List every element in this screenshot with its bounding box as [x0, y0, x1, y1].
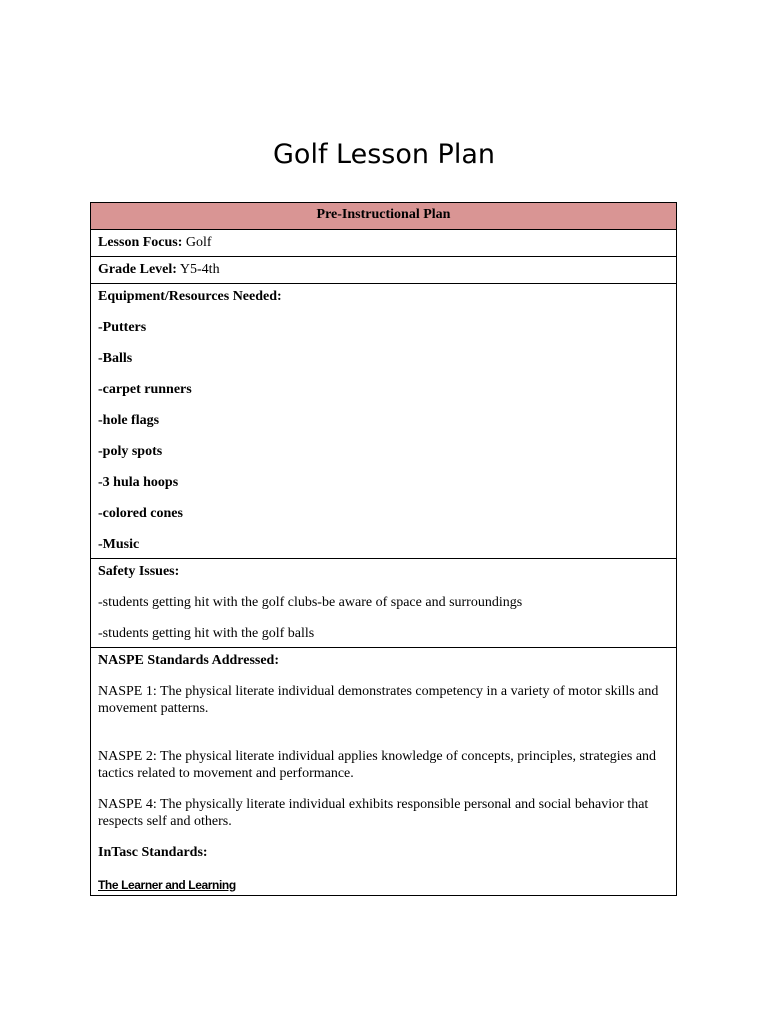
grade-level-cell [91, 257, 677, 284]
lesson-focus-value: Golf [182, 235, 212, 250]
table-header: Pre-Instructional Plan [91, 203, 677, 230]
lesson-focus-label: Lesson Focus: [98, 235, 183, 250]
safety-row [91, 559, 677, 648]
equipment-label: Equipment/Resources Needed: [98, 289, 282, 304]
grade-level-row [91, 257, 677, 284]
pre-instructional-plan-table [90, 202, 677, 896]
equipment-row [91, 284, 677, 559]
intasc-subheading: The Learner and Learning [98, 878, 236, 892]
list-item: -students getting hit with the golf clubs-be aware of space and surroundings [98, 595, 523, 610]
list-item: -3 hula hoops [98, 475, 179, 490]
naspe-standard-1: NASPE 1: The physical literate individual demonstrates competency in a variety of motor skills and movement patterns. [98, 684, 659, 716]
table-header-row [91, 203, 677, 230]
standards-label: NASPE Standards Addressed: [98, 653, 280, 668]
lesson-focus-row [91, 230, 677, 257]
page-title: Golf Lesson Plan [273, 139, 495, 170]
standards-cell [91, 648, 677, 896]
grade-level-label: Grade Level: [98, 262, 177, 277]
naspe-standard-2: NASPE 2: The physical literate individual applies knowledge of concepts, principles, strategies and tactics related to movement and performance. [98, 749, 657, 781]
list-item: -Putters [98, 320, 147, 335]
list-item: -Music [98, 537, 140, 552]
equipment-cell [91, 284, 677, 559]
naspe-standard-4: NASPE 4: The physically literate individual exhibits responsible personal and social behavior that respects self and others. [98, 797, 649, 829]
intasc-label: InTasc Standards: [98, 845, 208, 860]
lesson-focus-cell [91, 230, 677, 257]
list-item: -colored cones [98, 506, 183, 521]
safety-label: Safety Issues: [98, 564, 180, 579]
list-item: -hole flags [98, 413, 160, 428]
list-item: -carpet runners [98, 382, 192, 397]
list-item: -students getting hit with the golf balls [98, 626, 315, 641]
standards-row [91, 648, 677, 896]
list-item: -Balls [98, 351, 133, 366]
safety-cell [91, 559, 677, 648]
grade-level-value: Y5-4th [176, 262, 220, 277]
list-item: -poly spots [98, 444, 163, 459]
